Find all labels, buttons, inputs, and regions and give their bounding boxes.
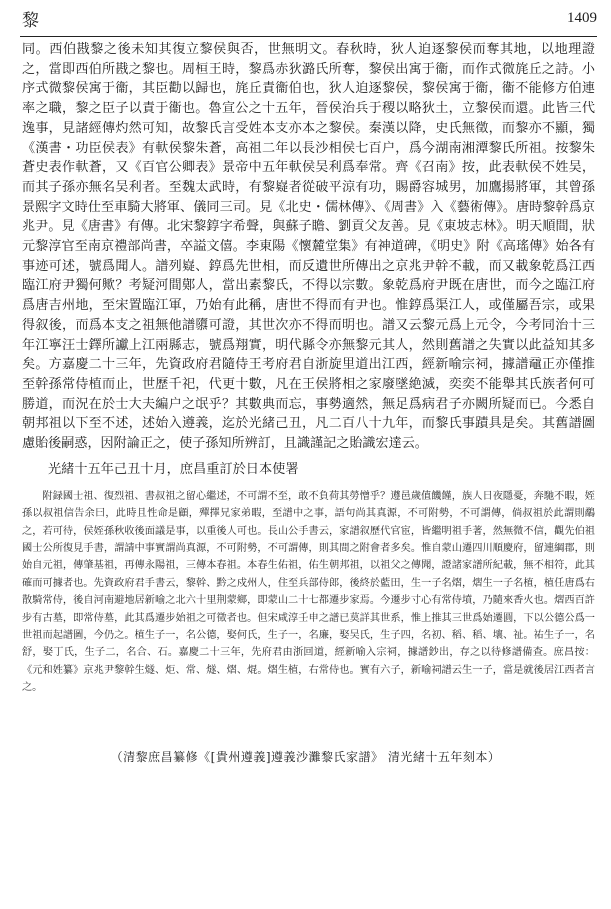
main-paragraph: 同。西伯戡黎之後未知其復立黎侯與否，世無明文。春秋時，狄人迫逐黎侯而奪其地，以地理證之，當即西伯所戡之黎也。周桓王時，黎爲赤狄潞氏所奪，黎侯出寓于衞，而作式微旄丘之詩。小序式微黎侯寓于衞，其臣勸以歸也，旄丘責衞伯也，狄人迫逐黎侯，黎侯寓于衞，衞不能修方伯連率之職，黎之臣子以責于衞也。魯宣公之十五年，晉侯治兵于稷以略狄土，立黎侯而還。此皆三代逸事，見諸經傳灼然可知，故黎氏言受姓本支亦本之黎侯。秦漢以降，史氏無徵，而黎亦不顯，獨《漢書・功臣侯表》有軑侯黎朱蒼，高祖二年以長沙相侯七百户，爲今湖南湘潭黎氏所祖。按黎朱蒼史表作軑蒼，又《百官公卿表》景帝中五年軑侯吴利爲奉常。齊《召南》按，此表軑侯不姓吴，而其子孫亦無名吴利者。至魏太武時，有黎嶷者從破平涼有功，賜爵容城男，加鷹揚將軍，其曾孫景熙字文時仕至車騎大將軍、儀同三司。見《北史・儒林傳》、《周書》入《藝術傳》。唐時黎幹爲京兆尹。見《唐書》有傳。北宋黎錞字希聲，與蘇子瞻、劉貢父友善。見《東坡志林》。明天順間，狀元黎淳官至南京禮部尚書，卒謚文僖。李東陽《懷麓堂集》有神道碑，《明史》附《高瑤傳》始各有事迹可述，號爲聞人。譜列嶷、錞爲先世相，而反遺世所傳出之京兆尹幹不載，而又載象乾爲江西臨江府尹獨何歟？考疑河間鄚人，當出素黎氏，不得以宗數。象乾爲府尹既在唐世，而今之臨江府爲唐吉州地，至宋置臨江軍，乃始有此稱，唐世不得而有尹也。惟錞爲渠江人，或僅屬吾宗，或果得叙後，而爲本支之祖無他譜隳可證，其世次亦不得而明也。譜又云黎元爲上元令，今考同治十三年江寧汪士鐸所讞上江兩縣志，號爲翔實，明代縣令亦無黎元其人，然則舊譜之失實以此益知其多矣。方嘉慶二十三年，先資政府君隨侍王考府君自浙旋里道出江西，經新喻宗祠，據譜黿正亦僅推至幹孫常侍植而止，世歷千祀，代更十數，凡在王侯將相之家廢墜絶滅，奕奕不能舉其氏族者何可勝道，而況在於士大夫編户之氓乎？其數典而忘，事勢適然，無足爲病君子亦闕所疑而已。今悉自朝邦祖以下至不述，述始入遵義，迄於光緒己丑，凡二百八十九年，而黎氏事蹟具是矣。其舊譜圖慮貽後嗣惑，因附論正之，使子孫知所辨訂，且識謹記之貽識宏達云。	[22, 42, 595, 452]
page-header	[22, 4, 597, 32]
main-text	[22, 40, 595, 697]
header-title: 黎	[22, 10, 40, 31]
header-rule	[20, 36, 597, 37]
source-citation: （清黎庶昌纂修《[貴州遵義]遵義沙灘黎氏家譜》 清光緒十五年刻本）	[110, 750, 501, 764]
signature-line: 光緒十五年己丑十月，庶昌重訂於日本使署	[48, 461, 299, 477]
page-number: 1409	[567, 9, 597, 26]
appendix-paragraph: 附録國士祖、復烈祖、書叔祖之留心繼述，不可謂不至，敢不負荷其勞憎乎？遵邑歲值饑饉，族人日夜隱憂，奔馳不暇，姪孫以叔祖信告余曰，此時且性命是顧，殫擇兄家弟暇，至譜中之事，語句尚其真源，不可附勢，不可謂傳，倘叔祖於此謂則鷸之，若可待，侯姪孫秋收後面議是事，以重後人可也。長山公手書云，家譜叙歷代官宦，皆繼明祖手著，然無微不信，觀先伯祖國士公所復見手書，謂請中事實謂尚真源，不可附勢，不可謂傳，則其間之附會者多矣。惟自蒙山遷四川順慶府，留連綱郡，則始自元祖，傳肇基祖，再傳永陽祖，三傳本春祖。本春生佑祖，佑生朝邦祖，以祖父之傳聞，證諸家譜所紀載，無不相符，此其確而可據者也。先資政府君手書云，黎幹、黔之戍州人，住至兵部侍郎，後終於藍田，生一子名熠，熠生一子名植，植任唐爲右散騎常侍，後自河南避地居新喻之北六十里荆蒙鄉，即蒙山二十七都遷步家焉。今遷步寸心有常侍墳，乃隨來香火也。熠西百許步有古墓，即常侍墓，此其爲遷步始祖之可徵者也。但宋咸淳壬申之譜已莫詳其世系，惟上推其三世爲始遷圓，下以公德公爲一世祖而起譜圖，今仍之。植生子一，名公德，娶何氏，生子一，名廉，娶吴氏，生子四，名初、稻、稻、壤、祉。祐生子一，名舒，娶丁氏，生子二，名合、石。嘉慶二十三年，先府君由浙回道，經新喻入宗祠，據譜鈔出，存之以待修譜備查。庶昌按：《元和姓纂》京兆尹黎幹生燧、炬、常、燧、熠、焜。熠生植，右常侍也。實有六子，新喻祠譜云生一子，當是就後居江西者言之。	[22, 490, 595, 694]
